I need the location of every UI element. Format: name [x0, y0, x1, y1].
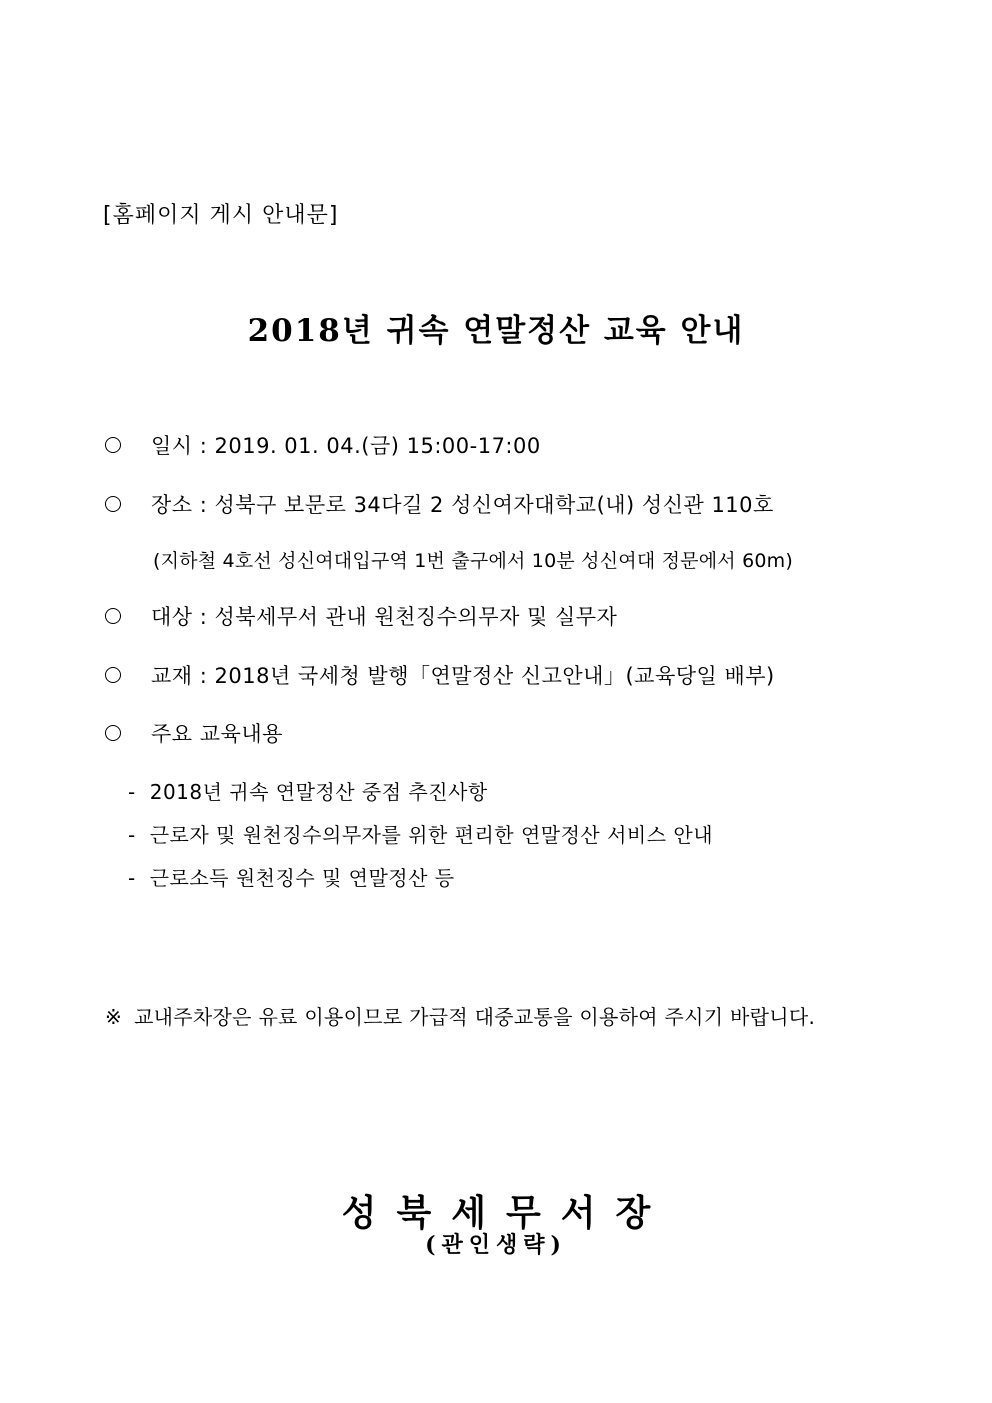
circle-bullet-icon: [105, 608, 121, 624]
item-date: [105, 430, 541, 460]
content-line-text: 근로자 및 원천징수의무자를 위한 편리한 연말정산 서비스 안내: [149, 823, 714, 847]
parking-notice-text: 교내주차장은 유료 이용이므로 가급적 대중교통을 이용하여 주시기 바랍니다.: [134, 1005, 816, 1029]
item-material-text: 교재 : 2018년 국세청 발행「연말정산 신고안내」(교육당일 배부): [151, 664, 775, 688]
dash-marker: -: [128, 780, 136, 804]
circle-bullet-icon: [105, 667, 121, 683]
dash-marker: -: [128, 866, 136, 890]
dash-marker: -: [128, 823, 136, 847]
item-location-text: 장소 : 성북구 보문로 34다길 2 성신여자대학교(내) 성신관 110호: [151, 493, 774, 517]
reference-mark-icon: ※: [105, 1005, 123, 1029]
parking-notice: [105, 1001, 815, 1030]
item-date-text: 일시 : 2019. 01. 04.(금) 15:00-17:00: [151, 434, 541, 458]
circle-bullet-icon: [105, 496, 121, 512]
content-line-text: 근로소득 원천징수 및 연말정산 등: [149, 866, 455, 890]
location-note: (지하철 4호선 성신여대입구역 1번 출구에서 10분 성신여대 정문에서 60m): [153, 550, 793, 572]
circle-bullet-icon: [105, 725, 121, 741]
document-title: 2018년 귀속 연말정산 교육 안내: [247, 313, 745, 349]
item-target: [105, 601, 617, 631]
circle-bullet-icon: [105, 437, 121, 453]
content-line: [128, 819, 713, 848]
item-location: [105, 489, 774, 519]
issuer-name: 성북세무서장: [341, 1192, 671, 1234]
content-line: [128, 776, 488, 805]
content-line: [128, 862, 455, 891]
item-target-text: 대상 : 성북세무서 관내 원천징수의무자 및 실무자: [151, 605, 618, 629]
item-contents-text: 주요 교육내용: [151, 722, 283, 746]
item-contents: [105, 718, 283, 748]
seal-note: (관인생략): [425, 1232, 567, 1258]
notice-tag: [홈페이지 게시 안내문]: [103, 203, 339, 228]
content-line-text: 2018년 귀속 연말정산 중점 추진사항: [149, 780, 488, 804]
item-material: [105, 660, 775, 690]
